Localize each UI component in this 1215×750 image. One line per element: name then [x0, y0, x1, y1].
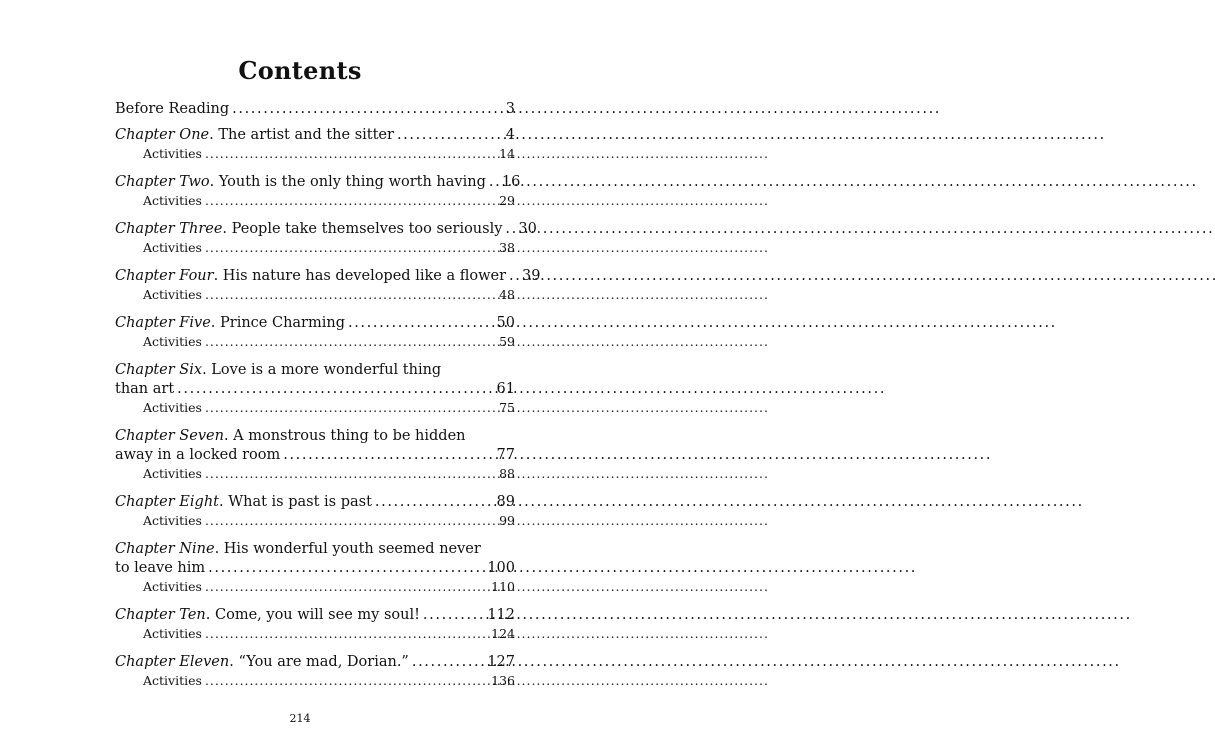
page-ref: 16 [501, 174, 521, 190]
chapter-title: “You are mad, Dorian.” [233, 654, 409, 670]
chapter-heading-line[interactable] [115, 361, 515, 380]
entry-label: Before Reading [115, 101, 230, 117]
chapter-group [115, 220, 537, 257]
page-ref: 4 [505, 127, 515, 143]
dot-leader [205, 512, 496, 530]
dot-leader [412, 653, 484, 672]
toc-entry-activities[interactable] [115, 578, 515, 596]
dot-leader [348, 314, 494, 333]
dot-leader [205, 399, 496, 417]
chapter-group [115, 653, 515, 690]
dot: . [223, 428, 229, 444]
dot-leader [375, 493, 494, 512]
page-ref: 99 [499, 513, 515, 528]
page-ref: 50 [496, 315, 515, 331]
table-of-contents [115, 100, 541, 700]
dot: . [218, 494, 224, 510]
dot-leader [205, 578, 488, 596]
page-ref: 112 [487, 607, 515, 623]
toc-entry-chapter[interactable] [115, 606, 515, 625]
page-ref: 30 [518, 221, 537, 237]
dot: . [210, 315, 216, 331]
dot-leader [509, 267, 519, 286]
chapter-title-cont: away in a locked room [115, 447, 281, 463]
page-ref: 59 [499, 334, 515, 349]
page-ref: 38 [499, 240, 515, 255]
toc-entry-activities[interactable] [115, 672, 515, 690]
dot-leader [489, 173, 499, 192]
chapter-title: A monstrous thing to be hidden [228, 428, 466, 444]
page-ref: 127 [487, 654, 515, 670]
activities-label: Activities [143, 466, 202, 481]
page-ref: 89 [496, 494, 515, 510]
dot-leader [208, 559, 484, 578]
chapter-title-cont: than art [115, 381, 175, 397]
activities-label: Activities [143, 287, 202, 302]
toc-entry-activities[interactable] [115, 399, 515, 417]
chapter-number: Chapter Three [115, 221, 223, 237]
toc-entry-chapter[interactable] [115, 267, 541, 286]
page-ref: 29 [499, 193, 515, 208]
toc-entry-chapter[interactable] [115, 380, 515, 399]
chapter-number: Chapter Two [115, 174, 210, 190]
chapter-title: Come, you will see my soul! [210, 607, 420, 623]
dot-leader [205, 333, 496, 351]
chapter-number: Chapter Six [115, 362, 203, 378]
page-ref: 14 [499, 146, 515, 161]
activities-label: Activities [143, 193, 202, 208]
dot: . [209, 174, 215, 190]
dot: . [222, 221, 228, 237]
activities-label: Activities [143, 400, 202, 415]
page-title: Contents [238, 56, 362, 85]
dot: . [214, 541, 220, 557]
dot-leader [505, 220, 515, 239]
activities-label: Activities [143, 146, 202, 161]
chapter-title: Youth is the only thing worth having [214, 174, 486, 190]
chapter-number: Chapter Five [115, 315, 211, 331]
toc-entry-activities[interactable] [115, 192, 515, 210]
chapter-number: Chapter Four [115, 268, 214, 284]
chapter-title: Love is a more wonderful thing [206, 362, 442, 378]
chapter-number: Chapter Ten [115, 607, 206, 623]
dot: . [209, 127, 214, 143]
dot-leader [177, 380, 493, 399]
chapter-group [115, 427, 515, 483]
toc-entry-before-reading[interactable] [115, 100, 515, 119]
dot-leader [423, 606, 484, 625]
toc-entry-chapter[interactable] [115, 446, 515, 465]
toc-entry-chapter[interactable] [115, 173, 521, 192]
chapter-title: His nature has developed like a flower [218, 268, 507, 284]
dot-leader [205, 672, 488, 690]
toc-entry-chapter[interactable] [115, 126, 515, 145]
dot: . [213, 268, 219, 284]
chapter-group [115, 126, 515, 163]
chapter-group [115, 314, 515, 351]
chapter-title: People take themselves too seriously [227, 221, 503, 237]
dot: . [205, 607, 211, 623]
chapter-group [115, 173, 521, 210]
toc-entry-activities[interactable] [115, 239, 515, 257]
dot-leader [205, 286, 496, 304]
activities-label: Activities [143, 334, 202, 349]
chapter-title: His wonderful youth seemed never [219, 541, 481, 557]
dot-leader [205, 239, 496, 257]
dot-leader [205, 145, 496, 163]
chapter-number: Chapter Nine [115, 541, 215, 557]
dot-leader [283, 446, 493, 465]
toc-entry-chapter[interactable] [115, 493, 515, 512]
dot-leader [232, 100, 503, 119]
chapter-title: Prince Charming [215, 315, 345, 331]
page-ref: 3 [505, 101, 515, 117]
toc-entry-activities[interactable] [115, 333, 515, 351]
dot-leader [205, 465, 496, 483]
chapter-group [115, 361, 515, 417]
chapter-title-cont: to leave him [115, 560, 206, 576]
activities-label: Activities [143, 673, 202, 688]
toc-entry-activities[interactable] [115, 512, 515, 530]
chapter-heading-line[interactable] [115, 540, 515, 559]
toc-entry-activities[interactable] [115, 145, 515, 163]
activities-label: Activities [143, 240, 202, 255]
activities-label: Activities [143, 579, 202, 594]
chapter-group [115, 606, 515, 643]
toc-entry-activities[interactable] [115, 286, 515, 304]
toc-entry-activities[interactable] [115, 465, 515, 483]
toc-entry-chapter[interactable] [115, 653, 515, 672]
toc-entry-activities[interactable] [115, 625, 515, 643]
dot-leader [397, 126, 503, 145]
page-ref: 48 [499, 287, 515, 302]
toc-entry-chapter[interactable] [115, 559, 515, 578]
dot-leader [205, 192, 496, 210]
page-ref: 75 [499, 400, 515, 415]
page-ref: 61 [496, 381, 515, 397]
page-ref: 100 [487, 560, 515, 576]
page-number: 214 [289, 712, 311, 725]
chapter-number: Chapter Eight [115, 494, 219, 510]
dot: . [229, 654, 234, 670]
activities-label: Activities [143, 513, 202, 528]
chapter-group [115, 267, 541, 304]
chapter-number: Chapter Seven [115, 428, 224, 444]
page-ref: 39 [522, 268, 541, 284]
page-ref: 77 [496, 447, 515, 463]
chapter-group [115, 493, 515, 530]
chapter-number: Chapter One [115, 127, 210, 143]
page-ref: 136 [491, 673, 515, 688]
chapter-heading-line[interactable] [115, 427, 515, 446]
page-ref: 110 [491, 579, 515, 594]
page-ref: 124 [491, 626, 515, 641]
dot: . [202, 362, 207, 378]
toc-entry-chapter[interactable] [115, 314, 515, 333]
activities-label: Activities [143, 626, 202, 641]
chapter-title: What is past is past [223, 494, 372, 510]
toc-entry-chapter[interactable] [115, 220, 537, 239]
chapter-number: Chapter Eleven [115, 654, 230, 670]
page-ref: 88 [499, 466, 515, 481]
chapter-group [115, 540, 515, 596]
chapter-title: The artist and the sitter [213, 127, 394, 143]
dot-leader [205, 625, 488, 643]
